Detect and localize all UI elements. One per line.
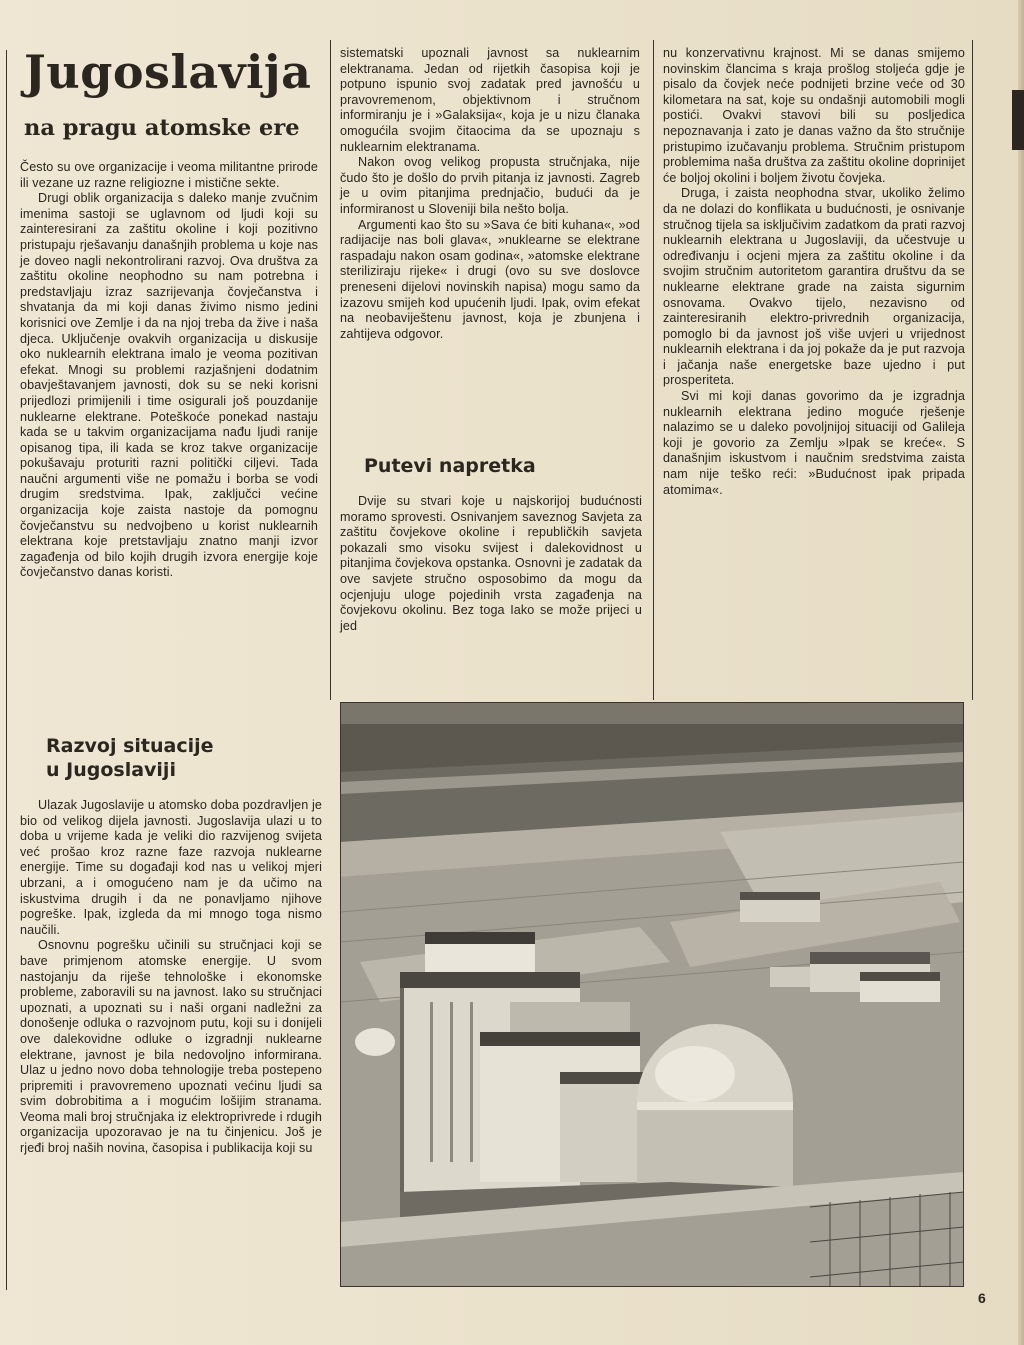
article-headline: Jugoslavija: [24, 45, 312, 99]
paragraph: Ulazak Jugoslavije u atomsko doba pozdravljen je bio od velikog dijela javnosti. Jugoslavija ulazi u to doba u vrijeme kada je veliki dio razvijenog svijeta već prošao kroz razne faze razvoja nuklearne energije. Time su događaji kod nas u velikoj mjeri ubrzani, a i omogućeno nam je da učimo na iskustvima drugih i da ne ponavljamo njihove pogreške. Ipak, izgleda da mi mnogo toga nismo naučili.: [20, 798, 322, 937]
paragraph: sistematski upoznali javnost sa nuklearnim elektranama. Jedan od rijetkih časopisa koji je potpuno ispunio svoj zadatak pred javnošću u pravovremenom, objektivnom i stručnom informiranju je i »Galaksija«, koja je u nizu članaka omogućila svojim čitaocima da se upoznaju s nuklearnim elektranama.: [340, 46, 640, 154]
paragraph: Nakon ovog velikog propusta stručnjaka, nije čudo što je došlo do prvih pitanja iz javnosti. Zagreb je u ovim pitanjima prednjačio, budući da je informiranost u Sloveniji bila nešto bolja.: [340, 155, 640, 216]
column-1-section: [20, 798, 322, 1157]
column-2-top: [340, 46, 640, 342]
paragraph: Svi mi koji danas govorimo da je izgradnja nuklearnih elektrana jedino moguće rješenje nalazimo se u daleko povoljnijoj situaciji od Galileja koji je govorio za Zemlju »Ipak se kreće«. S današnjim iskustvom i naučnim sredstvima zaista nam nije teško reći: »Budućnost ipak pripada atomima«.: [663, 389, 965, 497]
paragraph: nu konzervativnu krajnost. Mi se danas smijemo novinskim člancima s kraja prošlog stoljeća gdje je pisalo da čovjek neće podnijeti brzine veće od 30 kilometara na sat, koje su ondašnji automobili mogli postići. Ovakvi stavovi bili su posljedica nepoznavanja i zato je danas važno da što stručnije pristupimo izučavanju problema. Stručnim pristupom problemima naša društva za zaštitu okoline doprinijet će boljoj okolini i boljem životu čovjeka.: [663, 46, 965, 185]
paragraph: Druga, i zaista neophodna stvar, ukoliko želimo da ne dolazi do konflikata u budućnosti, je osnivanje stručnog tijela sa isključivim zadatkom da prati razvoj nuklearnih elektrana u Jugoslaviji, da učestvuje u određivanju i ocjeni mjera za zaštitu okoline i da svojim stručnim autoritetom garantira društvu da se nuklearne elektrane grade na zaista sigurnim osnovama. Ovakvo tijelo, nezavisno od zainteresiranih elektro-privrednih organizacija, pomoglo bi da javnost još više uvjeri u vrijednost nuklearnih elektrana i da joj pokaže da je put razvoja i jačanja naše energetske baze ujedno i put prosperiteta.: [663, 186, 965, 388]
paragraph: Osnovnu pogrešku učinili su stručnjaci koji se bave primjenom atomske energije. U svom nastojanju da riješe tehnološke i ekonomske probleme, zaboravili su na javnost. Iako su stručnjaci upoznati, a upoznati su i naši organi nadležni za donošenje odluka o razvojnom putu, koji su i donijeli ove dalekovidne odluke o izgradnji nuklearne elektrane, javnost je bila nedovoljno informirana. Ulaz u jedno novo doba tehnologije treba postepeno pripremiti i pravovremeno upoznati većinu ljudi sa svim dobrobitima a i mogućim lošijim stranama. Veoma mali broj stručnjaka iz elektroprivrede i rdugih organizacija upozoravao je na tu činjenicu. Još je rjeđi broj naših novina, časopisa i publikacija koji su: [20, 938, 322, 1156]
section-title-putevi: Putevi napretka: [364, 455, 536, 477]
column-rule-2: [653, 40, 654, 700]
left-margin-rule: [6, 50, 7, 1290]
column-rule-3: [972, 40, 973, 700]
column-2-section: [340, 494, 642, 634]
paragraph: Drugi oblik organizacija s daleko manje zvučnim imenima sastoji se uglavnom od ljudi koji su zainteresirani za zaštitu okoline i koji pozitivno pristupaju rješavanju današnjih problema u koje nas je doveo nagli nekontrolirani razvoj. Ova društva za zaštitu okoline neophodno su nam potrebna i predstavljaju izraz sazrijevanja čovječanstva i shvatanja da mi koji danas živimo nismo jedini korisnici ove Zemlje i da na njoj treba da žive i naša djeca. Uključenje ovakvih organizacija u diskusije oko nuklearnih elektrana imalo je veoma pozitivan efekat. Mnogi su problemi razjašnjeni dodatnim obavještavanjem javnosti, dok su se neki korisni prijedlozi primijenili i time osigurali još pouzdanije nuklearne elektrane. Poteškoće ponekad nastaju kada se u takvim organizacijama nađu ljudi ranije opisanog tipa, ili kada se kroz takve organizacije pokušavaju proturiti razni politički ciljevi. Tada naučni argumenti više ne pomažu i borba se vodi drugim sredstvima. Ipak, zaključci većine organizacija koje zaista nastoje da pomognu čovječanstvu su nedvojbeno u korist nuklearnih elektrana koje pretstavljaju znatno manji izvor zagađenja od bilo kojih drugih izvora energije koje čovječanstvo danas koristi.: [20, 191, 318, 580]
column-3: [663, 46, 965, 498]
nuclear-plant-photo: [340, 702, 964, 1287]
paragraph: Dvije su stvari koje u najskorijoj budućnosti moramo sprovesti. Osnivanjem saveznog Savjeta za zaštitu čovjekove okoline i republičkih savjeta pokazali smo visoku svijest i dalekovidnost u pitanjima čovjekova opstanka. Osnovni je zadatak da ove savjete stručno osposobimo da mogu da ocjenjuju uloge pojedinih vrsta zagađenja na čovjekovu okolinu. Bez toga Iako se može prijeci u jed: [340, 494, 642, 633]
column-1-intro: [20, 160, 318, 581]
section-title-razvoj: [46, 734, 316, 782]
paragraph: Često su ove organizacije i veoma militantne prirode ili vezane uz razne religiozne i mistične sekte.: [20, 160, 318, 190]
column-rule-1: [330, 40, 331, 700]
edge-tab-mark: [1012, 90, 1024, 150]
section-title-line: u Jugoslaviji: [46, 759, 176, 781]
page-number: 6: [978, 1290, 986, 1306]
page-edge: [1018, 0, 1024, 1345]
section-title-line: Razvoj situacije: [46, 735, 214, 757]
article-subheadline: na pragu atomske ere: [24, 115, 300, 141]
paragraph: Argumenti kao što su »Sava će biti kuhana«, »od radijacije nas boli glava«, »nuklearne se elektrane raspadaju nakon osam godina«, »atomske elektrane steriliziraju rijeke« i drugi (ovo su sve doslovce preneseni dijelovi novinskih napisa) mogu samo da izazovu smijeh kod upućenih ljudi. Ipak, ovim efekat na neobaviještenu javnost, koja je zbunjena i zahtijeva odgovor.: [340, 217, 640, 341]
